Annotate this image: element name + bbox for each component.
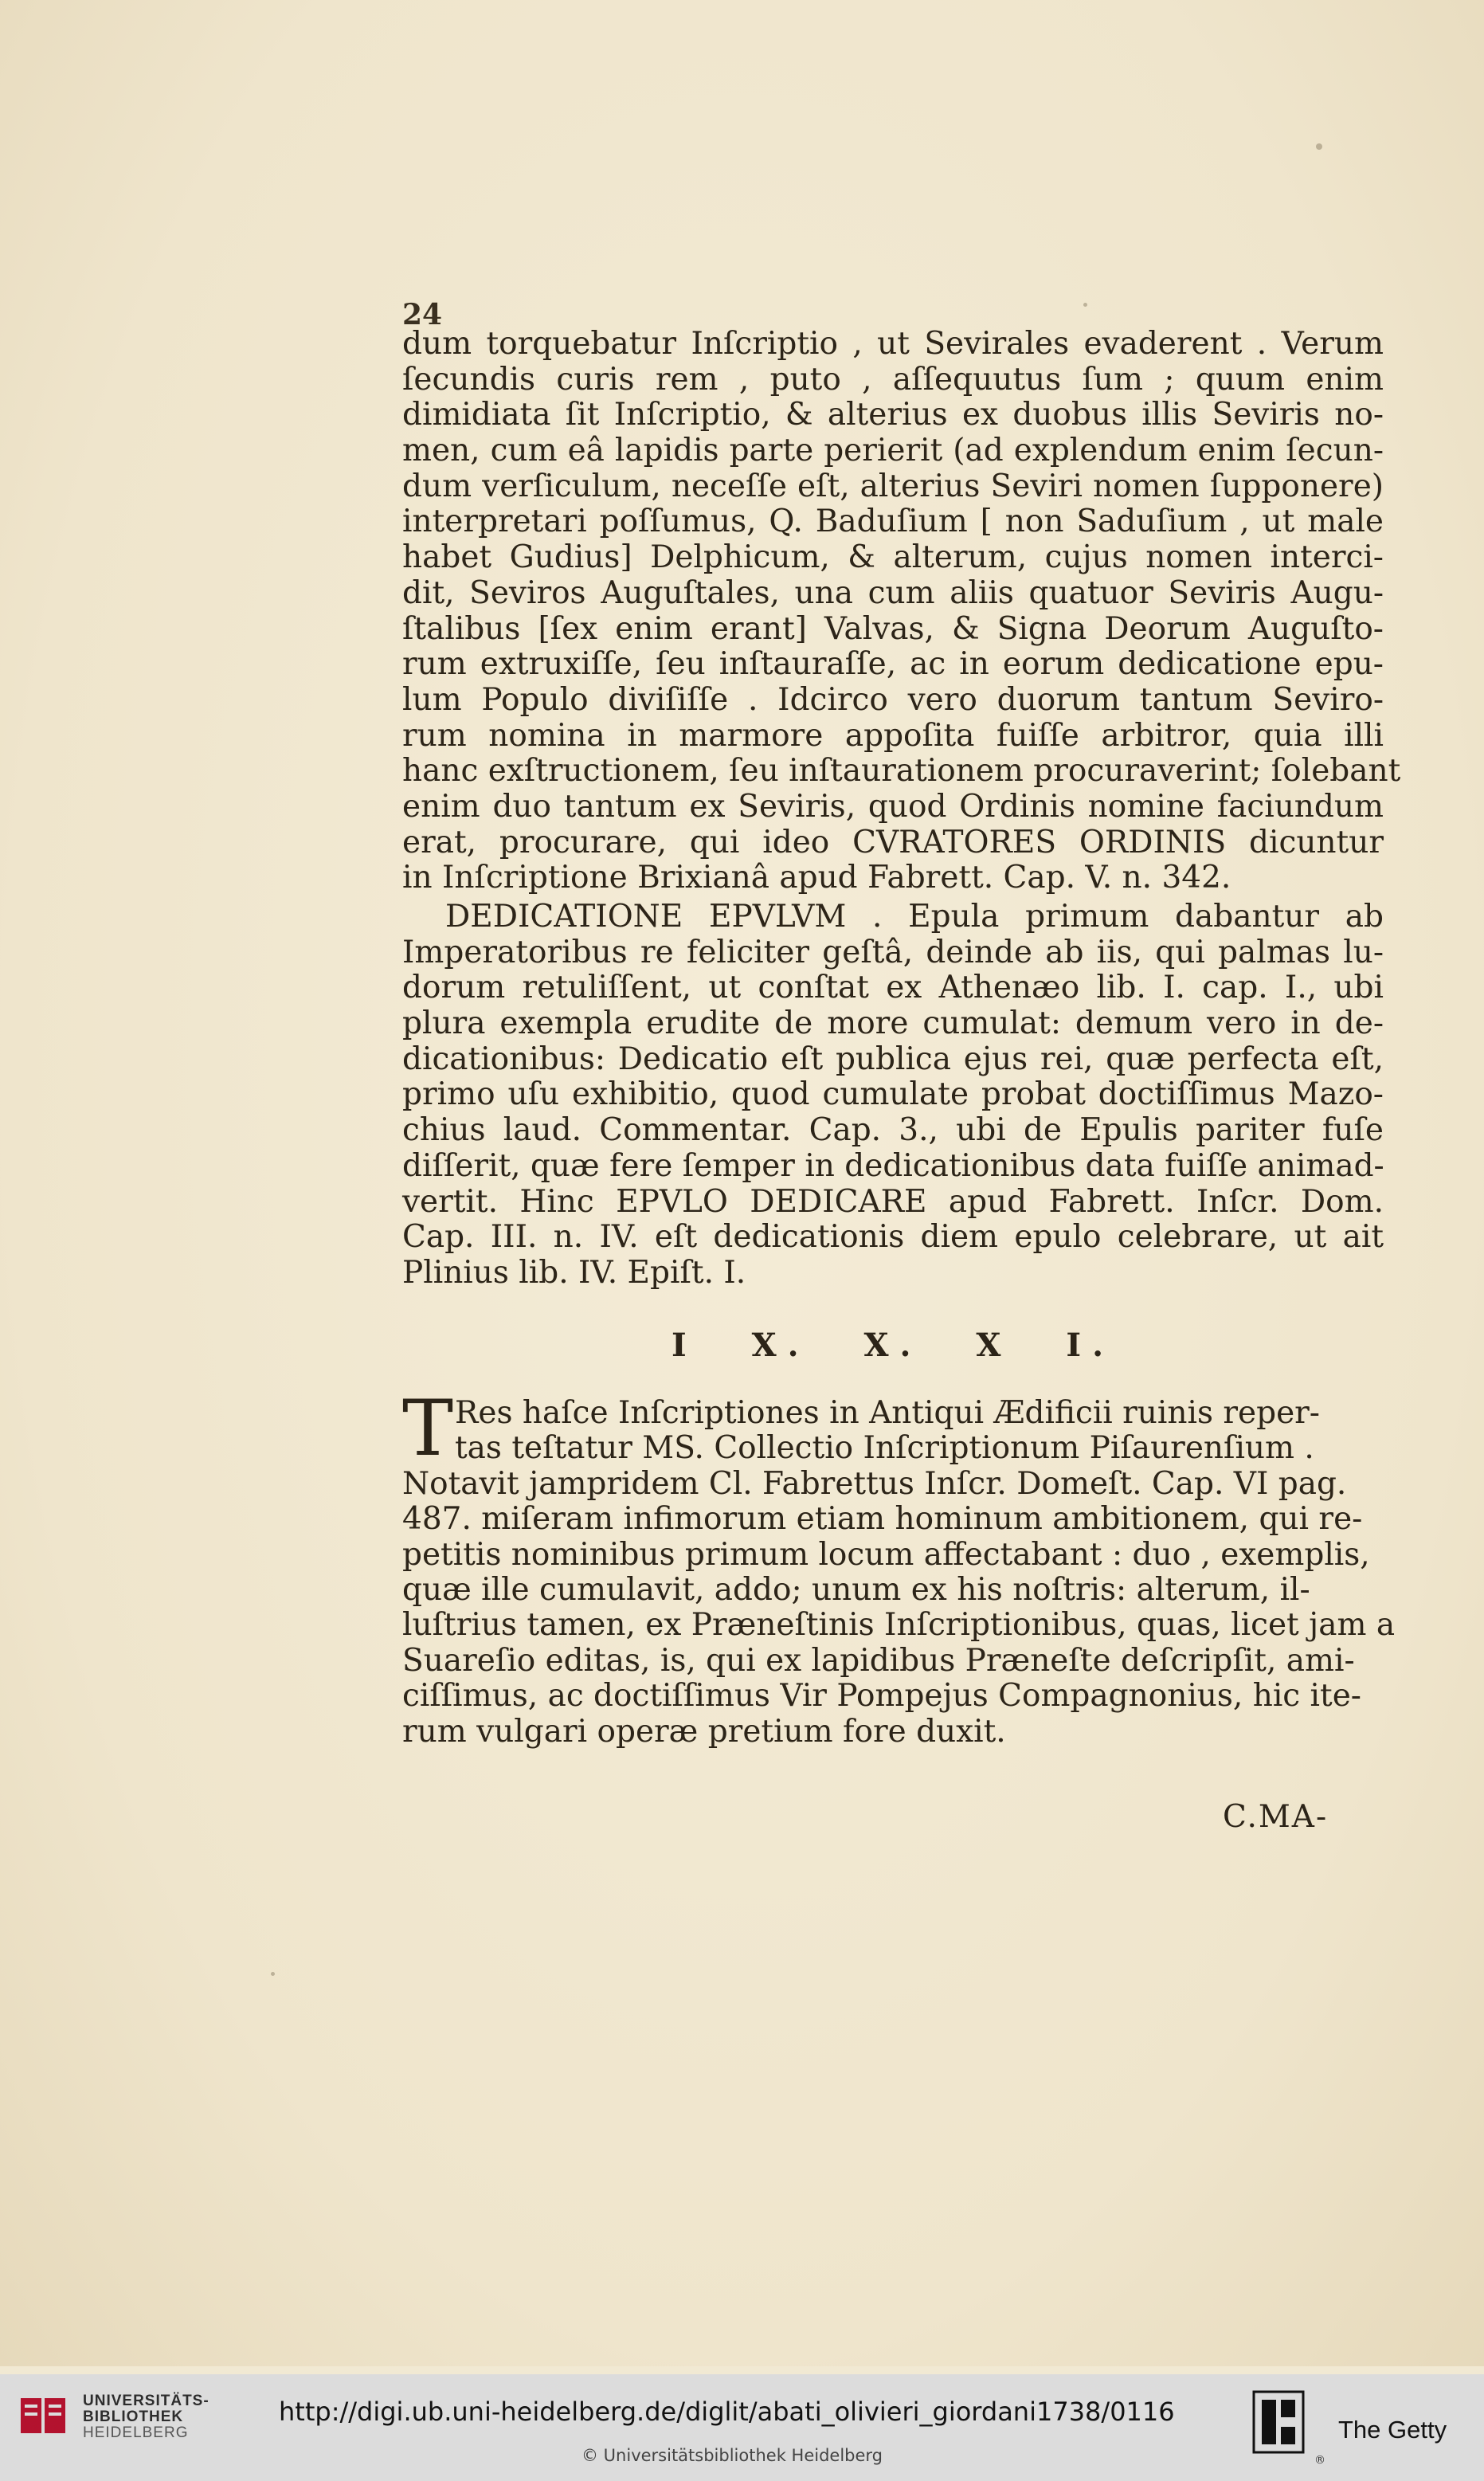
text-line: primo uſu exhibitio, quod cumulate probat doctiſſimus Mazo- [402,1076,1384,1113]
text-line: rum extruxiſſe, ſeu inſtauraſſe, ac in eorum dedicatione epu- [402,646,1384,683]
text-line: ſecundis curis rem , puto , aſſequutus ſum ; quum enim [402,361,1384,398]
university-library-logo-icon [18,2390,69,2441]
paragraph-3 [402,1395,1396,1750]
text-line: Cap. III. n. IV. eſt dedicationis diem epulo celebrare, ut ait [402,1219,1384,1256]
text-line: dum verſiculum, neceſſe eſt, alterius Seviri nomen ſupponere) [402,468,1384,504]
catchword: C.MA- [1223,1799,1329,1835]
text-line: plura exempla erudite de more cumulat: demum vero in de- [402,1005,1384,1042]
text-line: tas teſtatur MS. Collectio Inſcriptionum Piſaurenſium . [455,1430,1314,1467]
library-name [83,2393,209,2441]
page-number: 24 [402,298,443,331]
text-line: ſtalibus [ſex enim erant] Valvas, & Signa Deorum Auguſto- [402,610,1384,647]
library-line-3: HEIDELBERG [83,2424,189,2441]
sponsor-name: The Getty [1338,2416,1447,2444]
paper-speck [1316,143,1322,150]
text-line: Plinius lib. IV. Epiſt. I. [402,1254,746,1291]
getty-logo-icon [1251,2389,1306,2456]
text-line: habet Gudius] Delphicum, & alterum, cujus nomen interci- [402,539,1384,576]
text-line: Res haſce Inſcriptiones in Antiqui Ædificii ruinis reper- [455,1395,1320,1431]
text-line: diſſerit, quæ fere ſemper in dedicationibus data fuiſſe animad- [402,1147,1384,1184]
text-line: in Inſcriptione Brixianâ apud Fabrett. Cap. V. n. 342. [402,860,1231,896]
permalink-url[interactable]: http://digi.ub.uni-heidelberg.de/diglit/abati_olivieri_giordani1738/0116 [279,2397,1175,2427]
text-line: men, cum eâ lapidis parte perierit (ad explendum enim ſecun- [402,433,1384,469]
paper-speck [1083,303,1087,307]
library-line-1: UNIVERSITÄTS- [83,2393,209,2409]
text-line: dit, Seviros Auguſtales, una cum aliis quatuor Seviris Augu- [402,574,1384,611]
text-line: dum torquebatur Inſcriptio , ut Sevirales evaderent . Verum [402,326,1384,362]
text-line: DEDICATIONE EPVLVM . Epula primum dabantur ab [445,899,1384,935]
text-line: 487. miſeram infimorum etiam hominum ambitionem, qui re- [402,1501,1363,1538]
text-line: lum Populo diviſiſſe . Idcirco vero duorum tantum Seviro- [402,681,1384,718]
text-line: rum nomina in marmore appoſita fuiſſe arbitror, quia illi [402,717,1384,754]
footer-bar [0,2374,1484,2481]
text-line: Suareſio editas, is, qui ex lapidibus Præneſte deſcripſit, ami- [402,1642,1355,1679]
text-line: quæ ille cumulavit, addo; unum ex his noſtris: alterum, il- [402,1571,1310,1608]
text-line: chius laud. Commentar. Cap. 3., ubi de Epulis pariter fuſe [402,1112,1384,1149]
paragraph-2 [402,900,1384,1291]
text-line: dicationibus: Dedicatio eſt publica ejus rei, quæ perfecta eſt, [402,1041,1384,1077]
copyright-notice: © Universitätsbibliothek Heidelberg [581,2446,883,2465]
text-line: dorum retuliſſent, ut conſtat ex Athenæo lib. I. cap. I., ubi [402,970,1384,1006]
registered-mark: ® [1314,2454,1325,2467]
text-line: luſtrius tamen, ex Præneſtinis Inſcriptionibus, quas, licet jam a [402,1607,1396,1644]
text-line: erat, procurare, qui ideo CVRATORES ORDINIS dicuntur [402,824,1384,860]
paragraph-1 [402,326,1401,896]
text-line: vertit. Hinc EPVLO DEDICARE apud Fabrett. Inſcr. Dom. [402,1183,1384,1220]
paper-speck [271,1972,275,1976]
text-line: Notavit jampridem Cl. Fabrettus Inſcr. Domeſt. Cap. VI pag. [402,1465,1347,1502]
text-line: enim duo tantum ex Seviris, quod Ordinis nomine faciundum [402,788,1384,825]
drop-cap: T [402,1384,454,1473]
text-line: interpretari poſſumus, Q. Baduſium [ non Saduſium , ut male [402,504,1384,540]
text-line: Imperatoribus re feliciter geſtâ, deinde ab iis, qui palmas lu- [402,934,1384,970]
text-line: rum vulgari operæ pretium fore duxit. [402,1713,1006,1750]
text-line: petitis nominibus primum locum affectabant : duo , exemplis, [402,1536,1370,1573]
text-line: hanc exſtructionem, ſeu inſtaurationem procuraverint; ſolebant [402,753,1401,790]
text-line: dimidiata ſit Inſcriptio, & alterius ex duobus illis Seviris no- [402,397,1384,433]
text-line: ciſſimus, ac doctiſſimus Vir Pompejus Compagnonius, hic ite- [402,1678,1361,1715]
section-heading: I X. X. X I. [671,1327,1114,1364]
library-line-2: BIBLIOTHEK [83,2408,184,2425]
